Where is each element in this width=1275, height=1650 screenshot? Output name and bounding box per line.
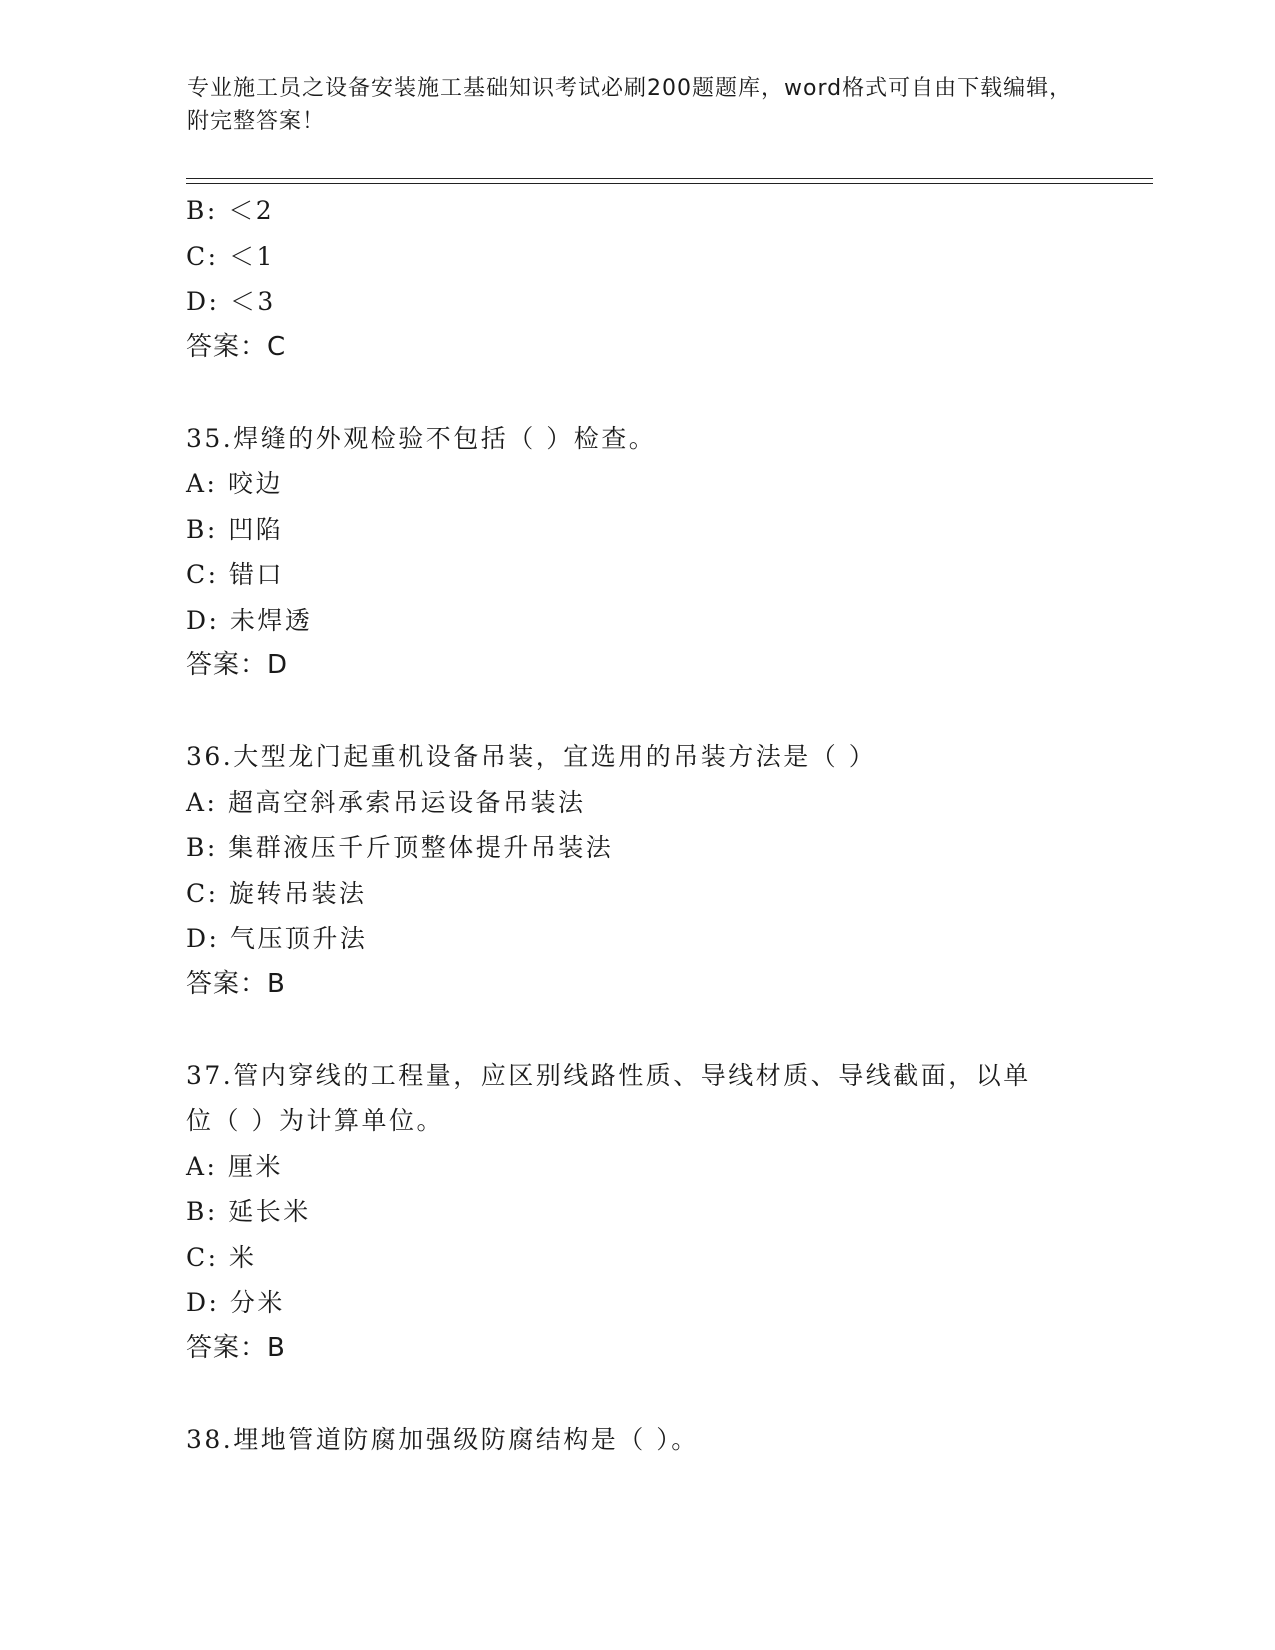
header-title: 专业施工员之设备安装施工基础知识考试必刷200题题库，word格式可自由下载编辑，附完整答案！: [187, 76, 1073, 134]
question-stem: 38.埋地管道防腐加强级防腐结构是（ ）。: [186, 1424, 699, 1454]
option-a: A: 厘米: [186, 1151, 283, 1181]
answer: 答案：B: [186, 968, 286, 999]
option-b: B: 集群液压千斤顶整体提升吊装法: [186, 833, 614, 862]
spacer: [186, 1007, 1086, 1053]
option-c: C: ＜1: [186, 241, 275, 271]
option-c: C: 米: [186, 1242, 257, 1272]
question-35: [186, 416, 1086, 689]
option-b: B: 延长米: [186, 1197, 311, 1226]
option-c: C: 旋转吊装法: [186, 878, 367, 908]
option-b: B: ＜2: [186, 196, 275, 225]
answer: 答案：C: [186, 331, 287, 362]
option-a: A: 超高空斜承索吊运设备吊装法: [186, 787, 586, 817]
header-divider-bottom: [186, 183, 1153, 184]
answer: 答案：B: [186, 1332, 286, 1363]
option-c: C: 错口: [186, 560, 285, 589]
spacer: [186, 370, 1086, 416]
question-34: [186, 188, 1086, 370]
option-d: D: 分米: [186, 1288, 285, 1317]
question-38: [186, 1417, 1086, 1463]
question-37: [186, 1053, 1086, 1372]
option-b: B: 凹陷: [186, 514, 284, 544]
option-d: D: ＜3: [186, 287, 276, 316]
question-stem: 35.焊缝的外观检验不包括（ ）检查。: [186, 423, 657, 453]
question-stem-line-2: 位（ ）为计算单位。: [186, 1106, 444, 1135]
question-stem: 36.大型龙门起重机设备吊装，宜选用的吊装方法是（ ）: [186, 742, 877, 771]
answer: 答案：D: [186, 650, 289, 680]
spacer: [186, 1371, 1086, 1417]
header-divider-top: [186, 178, 1153, 179]
question-stem-line-1: 37.管内穿线的工程量，应区别线路性质、导线材质、导线截面，以单: [186, 1060, 1031, 1090]
question-list: [186, 188, 1086, 1462]
question-36: [186, 734, 1086, 1007]
option-a: A: 咬边: [186, 469, 283, 498]
spacer: [186, 689, 1086, 735]
document-header: [187, 72, 1087, 138]
option-d: D: 气压顶升法: [186, 924, 368, 953]
option-d: D: 未焊透: [186, 605, 313, 635]
